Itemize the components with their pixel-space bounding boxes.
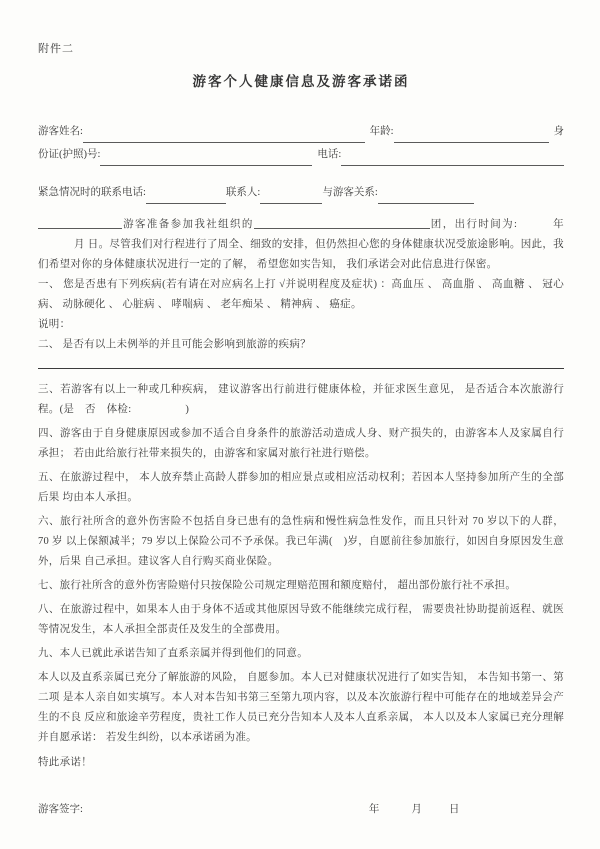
phone-label: 电话: <box>317 149 342 160</box>
id-label: 份证(护照)号: <box>38 149 101 160</box>
age-label: 年龄: <box>369 126 394 137</box>
sign-day-label: 日 <box>448 804 460 815</box>
emergency-phone-label: 紧急情况时的联系电话: <box>38 187 146 198</box>
contact-label: 联系人: <box>225 187 261 198</box>
departure-year-label: 年 <box>553 219 564 230</box>
closing-paragraph: 本人以及直系亲属已充分了解旅游的风险， 自愿参加。本人已对健康状况进行了如实告知， 本告知书第一、第二项 是本人亲自如实填写。本人对本告知书第三至第九项内容，以及本次旅游行程中可能存在的地域差异会产生的不良 反应和旅途辛劳程度，贵社工作人员已充分告知本人及本人直系亲属， 本人以及本人家属已充分理解并自愿承诺： 若发生纠纷，以本承诺函为准。 <box>38 672 564 743</box>
intro-paragraph <box>38 215 564 275</box>
clause-8: 八、在旅游过程中，如果本人由于身体不适或其他原因导致不能继续完成行程， 需要贵社协助提前返程、就医等情况发生，本人承担全部责任及发生的全部费用。 <box>38 604 564 635</box>
join-text-pre: 游客准备参加我社组织的 <box>122 219 254 230</box>
contact-blank <box>260 190 322 204</box>
name-blank <box>83 129 365 143</box>
id-label-wrap-tail: 身 <box>553 126 564 137</box>
join-text-post: 团，出行时间为: <box>429 219 518 230</box>
clause-5: 五、在旅游过程中， 本人放弃禁止高龄人群参加的相应景点或相应活动权利；若因本人坚持参加所产生的全部后果 均由本人承担。 <box>38 472 564 503</box>
clause-9: 九、本人已就此承诺告知了直系亲属并得到他们的同意。 <box>38 648 308 659</box>
clause-7: 七、旅行社所含的意外伤害险赔付只按保险公司规定理赔范围和额度赔付， 超出部份旅行社不承担。 <box>38 580 517 591</box>
relation-label: 与游客关系: <box>322 187 378 198</box>
clause-6: 六、旅行社所含的意外伤害险不包括自身已患有的急性病和慢性病急性发作，而且只针对 70 岁以下的人群， 70 岁 以上保额减半；79 岁以上保险公司不予承保。我已年满( )岁，自愿前往参加旅行，如因自身原因发生意外，后果 自己承担。建议客人自行购买商业保险。 <box>38 516 564 567</box>
clause-4: 四、游客由于自身健康原因或参加不适合自身条件的旅游活动造成人身、财产损失的，由游客本人及家属自行承担； 若由此给旅行社带来损失的，由游客和家属对旅行社进行赔偿。 <box>38 428 564 459</box>
sign-month-label: 月 <box>411 804 422 815</box>
clause-1-note-label: 说明： <box>38 319 71 330</box>
promise-statement: 特此承诺！ <box>38 757 92 768</box>
clause-3: 三、若游客有以上一种或几种疾病， 建议游客出行前进行健康体检，并征求医生意见， 是否适合本次旅游行程。(是 否 体检: ) <box>38 384 564 415</box>
phone-blank <box>341 152 564 166</box>
page-title: 游客个人健康信息及游客承诺函 <box>192 74 410 89</box>
relation-blank <box>378 190 474 204</box>
form-row-name-age <box>38 120 564 143</box>
section-divider <box>38 368 564 369</box>
intro-rest-text: 日。尽管我们对行程进行了周全、细致的安排，但仍然担心您的身体健康状况受旅途影响。因此，我们希望对你的身体健康状况进行一定的了解， 希望您如实告知， 我们承诺会对此信息进行保密。 <box>38 239 564 270</box>
tourist-info-form <box>38 120 564 204</box>
signature-label: 游客签字: <box>38 804 83 815</box>
group-prefix-blank <box>38 215 122 229</box>
name-label: 游客姓名: <box>38 126 83 137</box>
form-row-id-phone <box>38 143 564 166</box>
emergency-phone-blank <box>146 190 226 204</box>
signature-row <box>38 799 564 821</box>
id-blank <box>100 152 312 166</box>
attachment-label: 附件二 <box>38 43 74 55</box>
age-blank <box>394 129 549 143</box>
clause-2: 二、 是否有以上未例举的并且可能会影响到旅游的疾病？ <box>38 339 311 350</box>
form-row-emergency <box>38 181 564 204</box>
departure-month-label: 月 <box>74 239 85 250</box>
clause-1: 一、 您是否患有下列疾病(若有请在对应病名上打 √并说明程度及症状) ：高血压 、 高血脂 、 高血糖 、 冠心病、 动脉硬化 、 心脏病 、 哮喘病 、 老年痴呆 、 精神病 、 癌症。 <box>38 279 564 310</box>
tour-group-blank <box>254 215 430 229</box>
sign-year-label: 年 <box>368 804 380 815</box>
